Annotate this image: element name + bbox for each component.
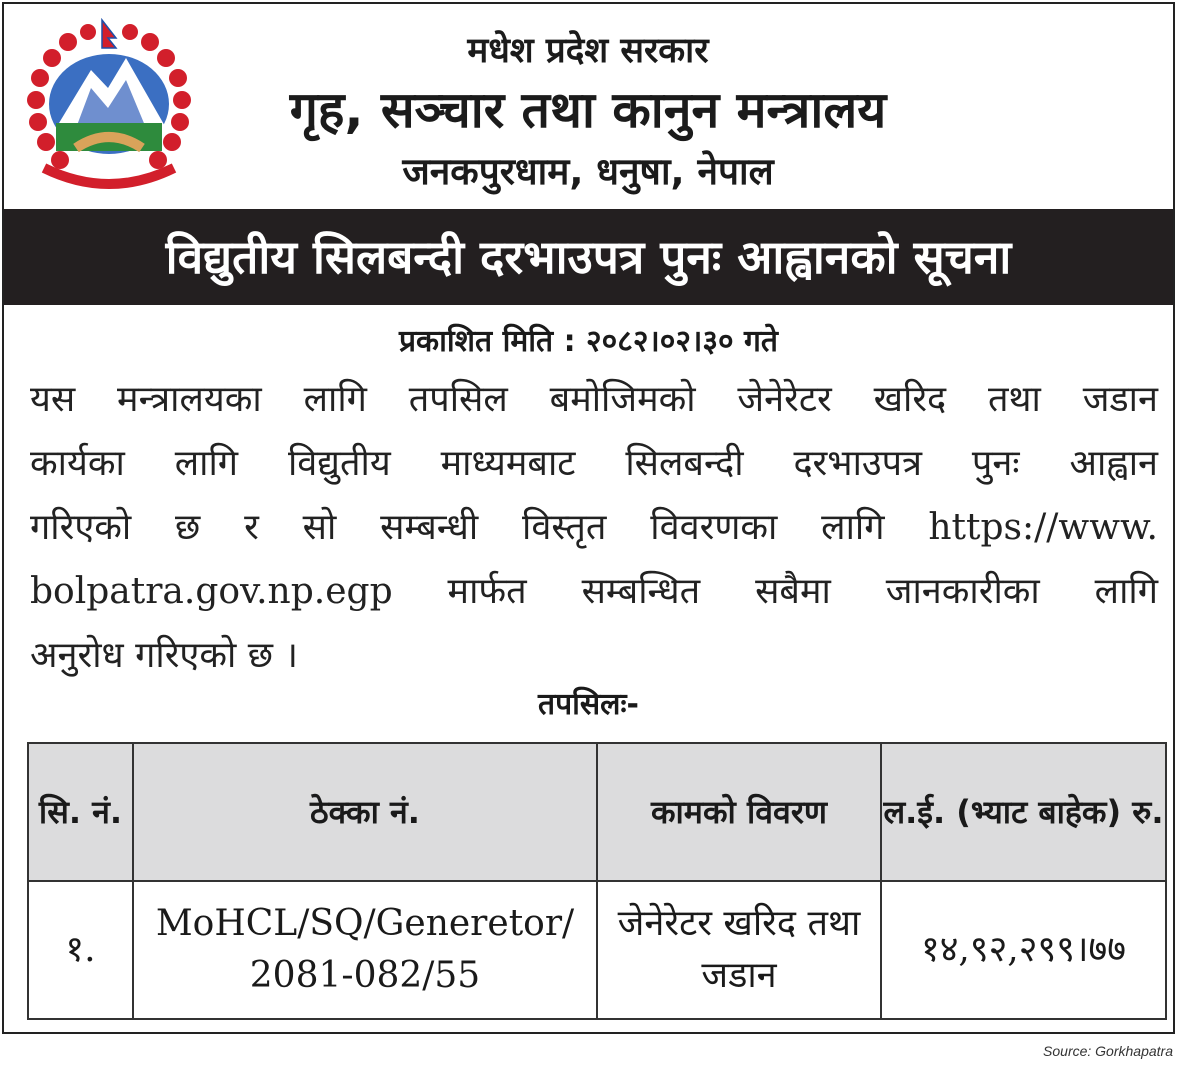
body-line-3: गरिएको छ र सो सम्बन्धी विस्तृत विवरणका लागि https://www. [30, 507, 1158, 548]
col-header-contract-no: ठेक्का नं. [133, 743, 597, 881]
office-address: जनकपुरधाम, धनुषा, नेपाल [402, 150, 774, 193]
cell-cost-estimate: १४,९२,२९९।७७ [881, 881, 1166, 1019]
province-name: मधेश प्रदेश सरकार [467, 31, 709, 71]
cell-contract-no: MoHCL/SQ/Generetor/ 2081-082/55 [133, 881, 597, 1019]
table-header-row [28, 743, 1166, 881]
col-header-work-description: कामको विवरण [597, 743, 881, 881]
notice-frame [2, 2, 1175, 1034]
col-header-serial: सि. नं. [28, 743, 133, 881]
cell-work-description: जेनेरेटर खरिद तथा जडान [597, 881, 881, 1019]
body-line-4: bolpatra.gov.np.egp मार्फत सम्बन्धित सबैमा जानकारीका लागि [30, 571, 1158, 612]
ministry-name: गृह, सञ्चार तथा कानुन मन्त्रालय [289, 81, 887, 139]
body-line-1: यस मन्त्रालयका लागि तपसिल बमोजिमको जेनेरेटर खरिद तथा जडान [30, 379, 1158, 420]
col-header-cost-estimate: ल.ई. (भ्याट बाहेक) रु. [881, 743, 1166, 881]
body-line-5: अनुरोध गरिएको छ । [30, 635, 299, 676]
cell-serial: १. [28, 881, 133, 1019]
tender-schedule-table [27, 742, 1167, 1020]
table-row [28, 881, 1166, 1019]
body-line-2: कार्यका लागि विद्युतीय माध्यमबाट सिलबन्दी दरभाउपत्र पुनः आह्वान [30, 443, 1158, 484]
source-credit: Source: Gorkhapatra [1043, 1043, 1173, 1059]
schedule-label: तपसिलः- [537, 687, 640, 722]
published-date: प्रकाशित मिति : २०८२।०२।३० गते [398, 324, 779, 359]
notice-title: विद्युतीय सिलबन्दी दरभाउपत्र पुनः आह्वानको सूचना [165, 230, 1012, 284]
notice-title-banner [4, 209, 1173, 305]
nepal-emblem-icon [16, 18, 202, 190]
